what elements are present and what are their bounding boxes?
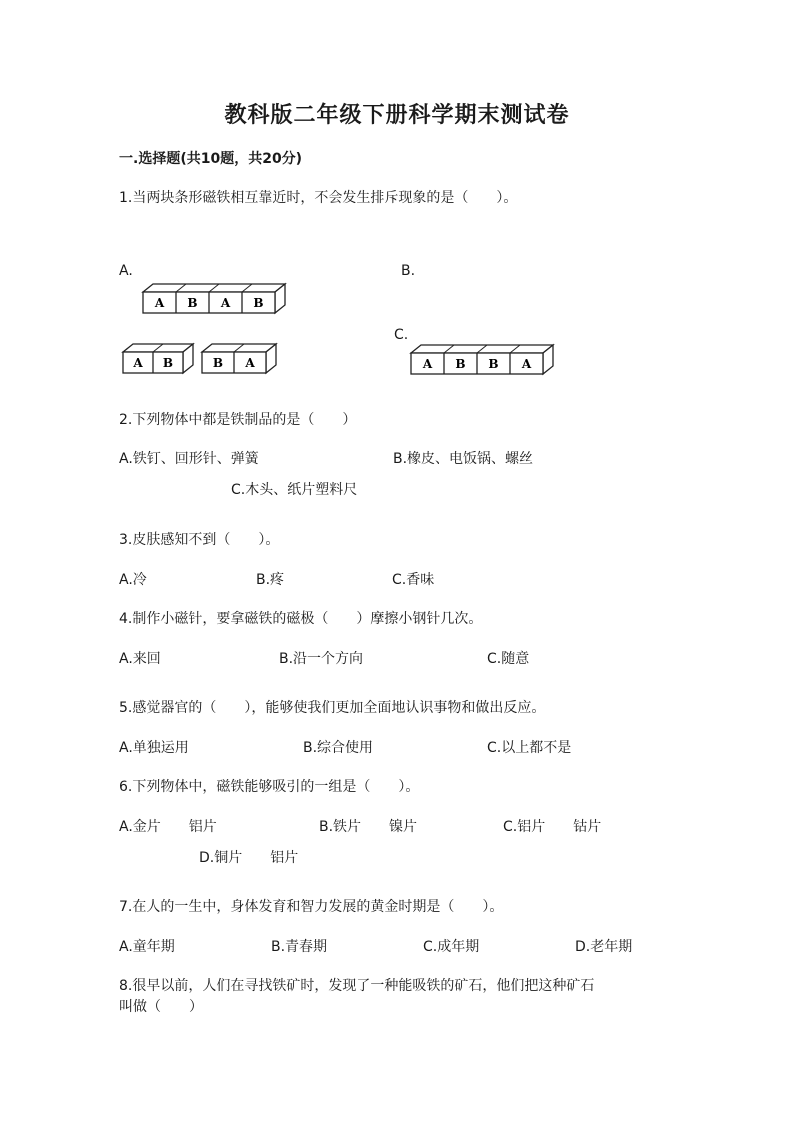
magnet-pole-label: A — [245, 356, 255, 370]
q1-option-b-label: B. — [401, 263, 416, 279]
question-7: 7.在人的一生中，身体发育和智力发展的黄金时期是（ ）。 — [119, 899, 504, 915]
q7-option-b: B.青春期 — [271, 939, 328, 955]
magnet-pole-label: A — [422, 357, 433, 371]
question-8-line-1: 8.很早以前，人们在寻找铁矿时，发现了一种能吸铁的矿石，他们把这种矿石 — [119, 978, 595, 994]
q4-option-a: A.来回 — [119, 651, 161, 667]
section-heading: 一.选择题(共10题，共20分) — [119, 151, 303, 167]
q7-option-c: C.成年期 — [423, 939, 480, 955]
question-2: 2.下列物体中都是铁制品的是（ ） — [119, 412, 357, 428]
question-4: 4.制作小磁针，要拿磁铁的磁极（ ）摩擦小钢针几次。 — [119, 611, 483, 627]
q6-option-a: A.金片 铝片 — [119, 819, 217, 835]
magnet-diagram-a-bottom-right — [202, 344, 278, 374]
q1-option-a-label: A. — [119, 263, 133, 279]
q5-option-a: A.单独运用 — [119, 740, 189, 756]
magnet-pole-label: A — [133, 356, 143, 370]
question-8-line-2: 叫做（ ） — [119, 999, 203, 1015]
magnet-pole-label: B — [162, 356, 174, 370]
magnet-pole-label: B — [187, 296, 198, 310]
page-title: 教科版二年级下册科学期末测试卷 — [224, 102, 570, 128]
q6-option-d: D.铜片 铝片 — [199, 850, 299, 866]
magnet-diagram-a-top — [143, 284, 288, 314]
magnet-diagram-a-bottom-left — [123, 344, 195, 374]
magnet-pole-label: B — [455, 357, 466, 371]
q3-option-b: B.疼 — [256, 572, 285, 588]
q2-option-c: C.木头、纸片塑料尺 — [231, 482, 358, 498]
q5-option-c: C.以上都不是 — [487, 740, 572, 756]
q3-option-a: A.冷 — [119, 572, 147, 588]
magnet-pole-label: B — [212, 356, 224, 370]
magnet-pole-label: B — [488, 357, 499, 371]
q5-option-b: B.综合使用 — [303, 740, 374, 756]
q2-option-a: A.铁钉、回形针、弹簧 — [119, 451, 259, 467]
magnet-pole-label: A — [154, 296, 165, 310]
magnet-pole-label: A — [521, 357, 532, 371]
q4-option-c: C.随意 — [487, 651, 530, 667]
q1-option-c-label: C. — [394, 327, 409, 343]
q3-option-c: C.香味 — [392, 572, 435, 588]
question-1: 1.当两块条形磁铁相互靠近时，不会发生排斥现象的是（ ）。 — [119, 190, 518, 206]
q6-option-c: C.铝片 钴片 — [503, 819, 602, 835]
magnet-pole-label: A — [220, 296, 231, 310]
magnet-diagram-c — [411, 345, 556, 375]
question-5: 5.感觉器官的（ ），能够使我们更加全面地认识事物和做出反应。 — [119, 700, 546, 716]
q4-option-b: B.沿一个方向 — [279, 651, 364, 667]
question-6: 6.下列物体中，磁铁能够吸引的一组是（ ）。 — [119, 779, 420, 795]
magnet-pole-label: B — [253, 296, 264, 310]
q6-option-b: B.铁片 镍片 — [319, 819, 418, 835]
q2-option-b: B.橡皮、电饭锅、螺丝 — [393, 451, 534, 467]
q7-option-a: A.童年期 — [119, 939, 175, 955]
question-3: 3.皮肤感知不到（ ）。 — [119, 532, 280, 548]
q7-option-d: D.老年期 — [575, 939, 633, 955]
